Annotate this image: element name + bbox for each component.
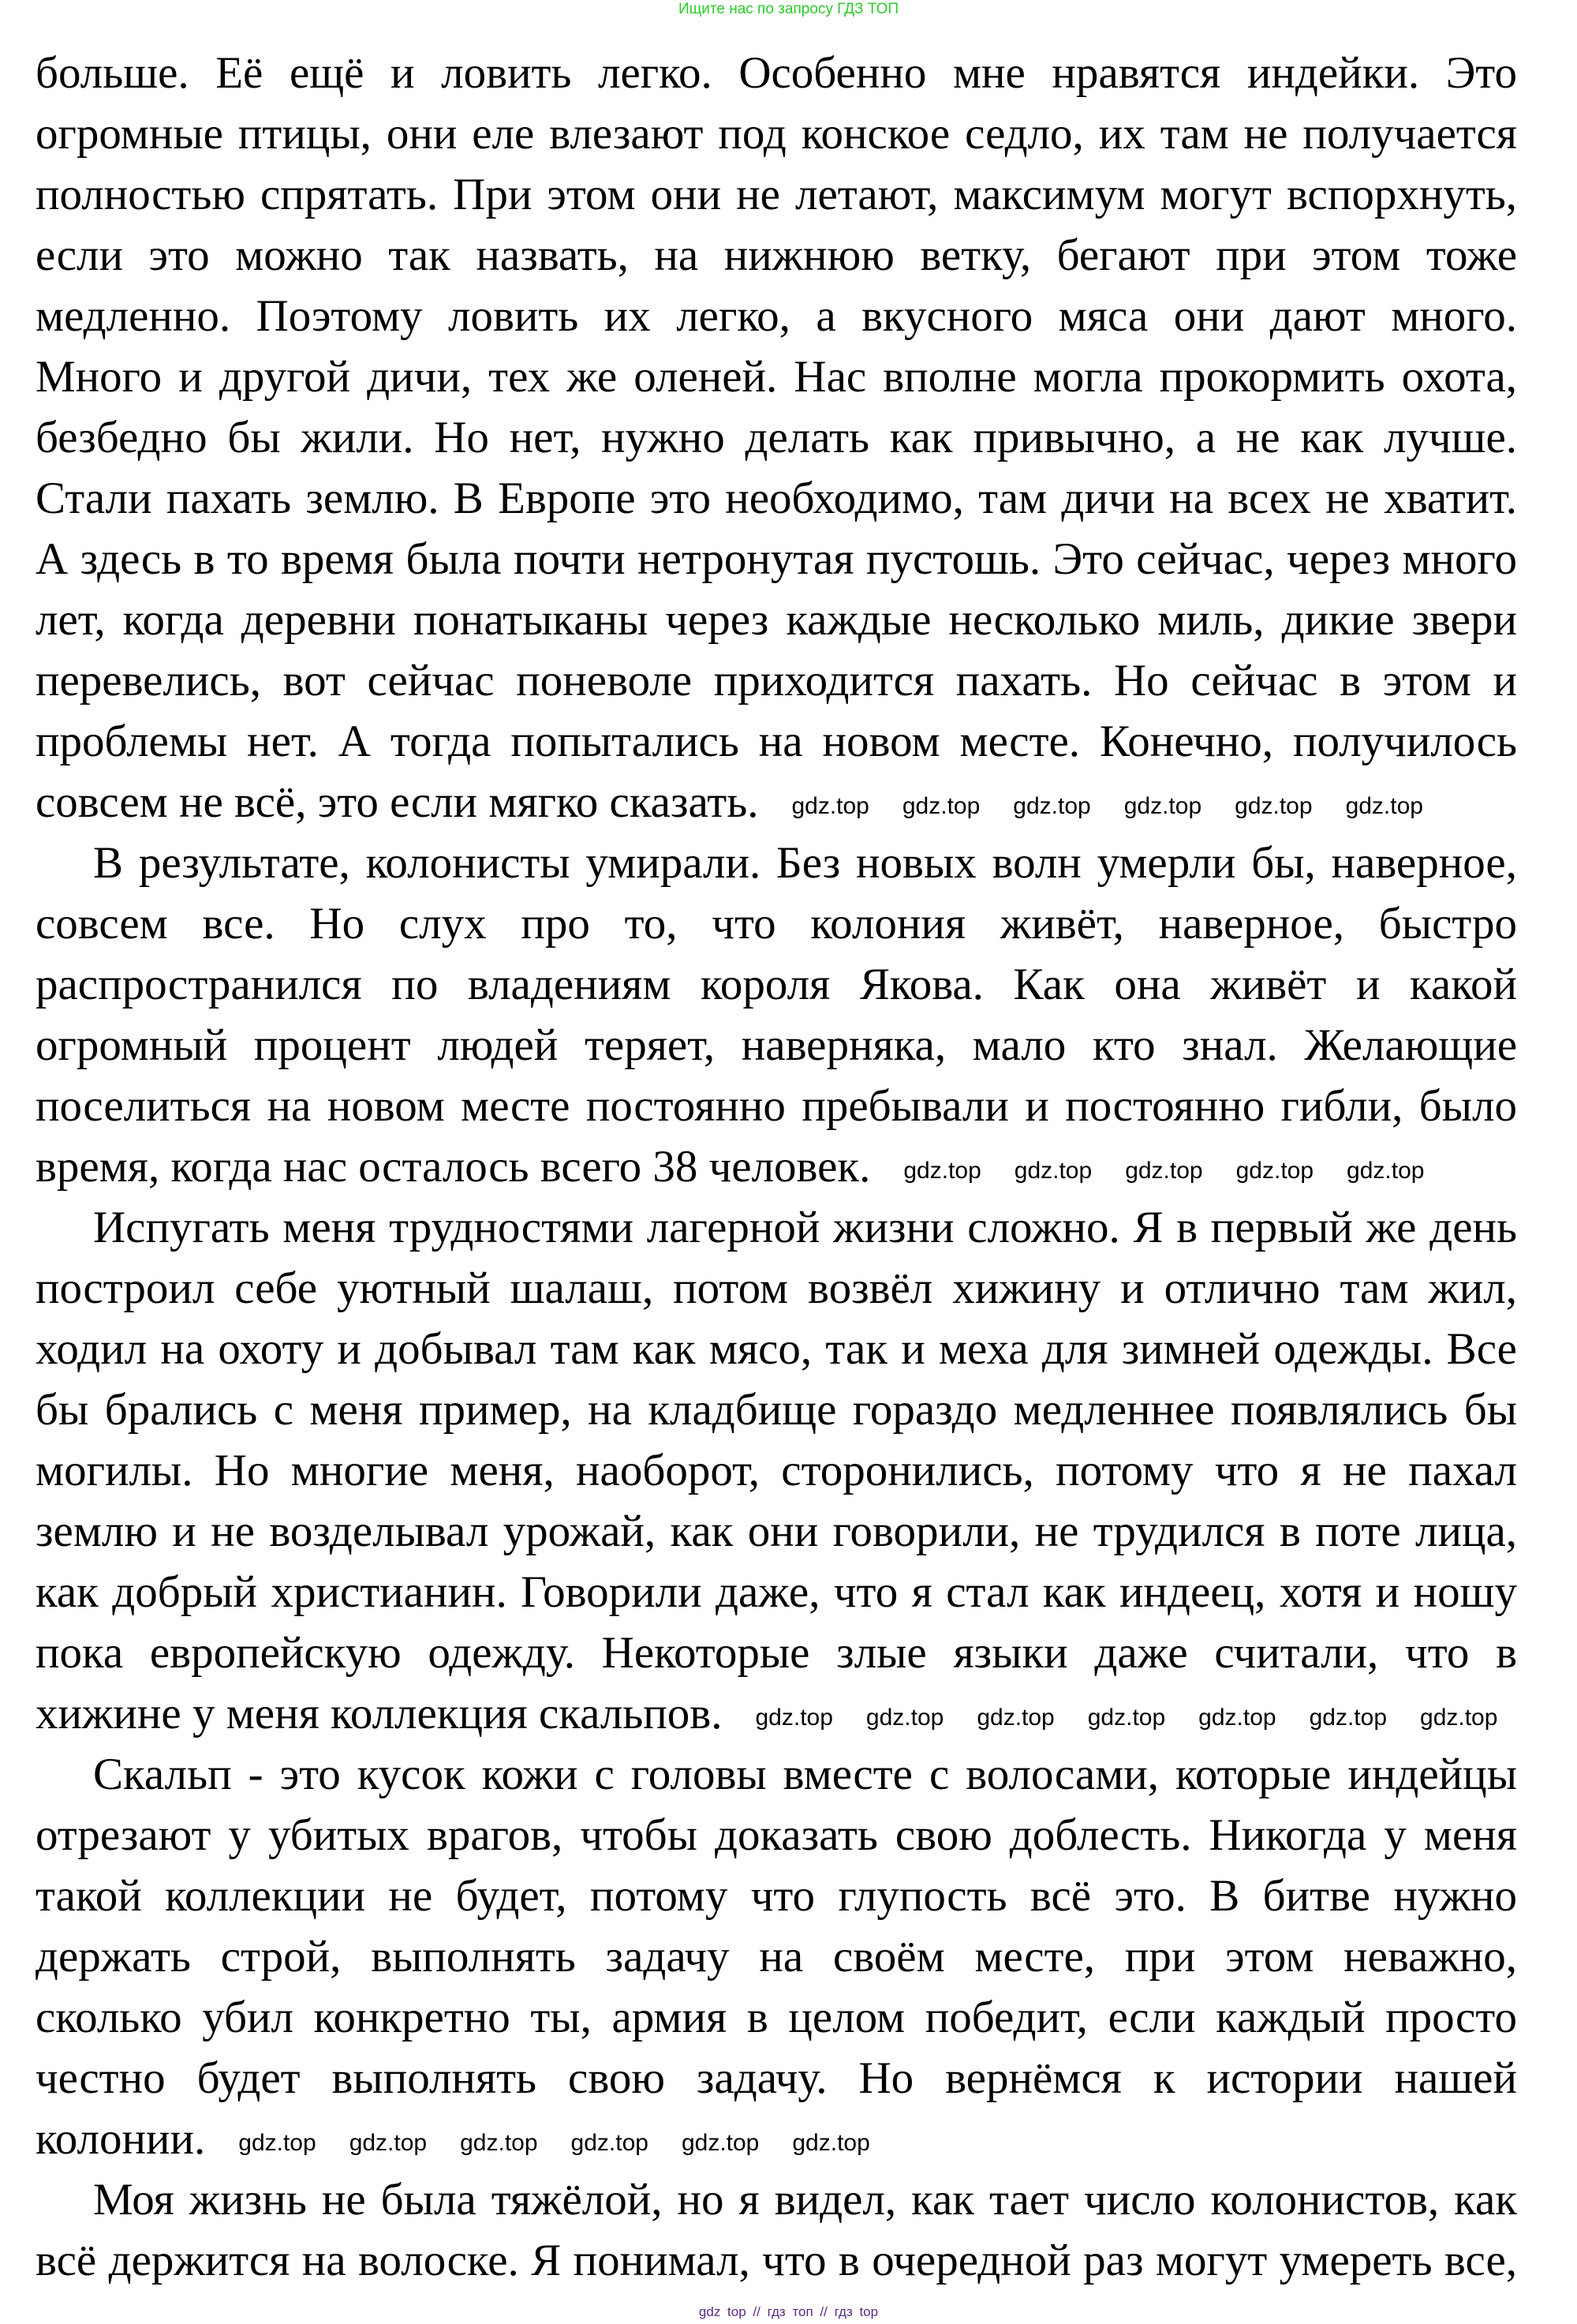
text-line bbox=[36, 1258, 1517, 1319]
text-line-content: полностью спрятать. При этом они не летают, максимум могут вспорхнуть, bbox=[36, 170, 1517, 219]
watermark-gdz-top: gdz.top bbox=[1235, 1157, 1314, 1184]
text-line-content: больше. Её ещё и ловить легко. Особенно мне нравятся индейки. Это bbox=[36, 48, 1517, 98]
text-line bbox=[36, 1076, 1517, 1136]
watermark-gdz-top: gdz.top bbox=[1123, 792, 1202, 819]
text-line-content: такой коллекции не будет, потому что глупость всё это. В битве нужно bbox=[36, 1871, 1517, 1921]
watermark-gdz-top: gdz.top bbox=[1309, 1704, 1388, 1731]
text-line-content: совсем не всё, это если мягко сказать. bbox=[36, 777, 759, 827]
watermark-gdz-top: gdz.top bbox=[570, 2129, 648, 2156]
watermark-gdz-top: gdz.top bbox=[1347, 1157, 1425, 1184]
watermark-gdz-top: gdz.top bbox=[1125, 1157, 1203, 1184]
watermark-gdz-top: gdz.top bbox=[349, 2129, 428, 2156]
text-line-content: совсем все. Но слух про то, что колония живёт, наверное, быстро bbox=[36, 899, 1517, 949]
text-line bbox=[36, 1501, 1517, 1562]
paragraph bbox=[36, 1197, 1517, 1744]
text-line bbox=[36, 1805, 1517, 1866]
text-line bbox=[36, 772, 1517, 833]
text-line bbox=[36, 103, 1517, 164]
watermark-gdz-top: gdz.top bbox=[238, 2129, 316, 2156]
text-line-content: поселиться на новом месте постоянно пребывали и постоянно гибли, было bbox=[36, 1081, 1517, 1131]
text-line-content: всё держится на волоске. Я понимал, что в очередной раз могут умереть все, bbox=[36, 2236, 1517, 2285]
text-line-content: Моя жизнь не была тяжёлой, но я видел, как тает число колонистов, как bbox=[93, 2175, 1517, 2225]
watermark-gdz-top: gdz.top bbox=[1345, 792, 1423, 819]
text-line-content: безбедно бы жили. Но нет, нужно делать как привычно, а не как лучше. bbox=[36, 413, 1517, 462]
text-line-content: честно будет выполнять свою задачу. Но вернёмся к истории нашей bbox=[36, 2053, 1517, 2103]
text-line bbox=[36, 43, 1517, 103]
text-line bbox=[36, 1866, 1517, 1926]
text-line-content: проблемы нет. А тогда попытались на новом месте. Конечно, получилось bbox=[36, 717, 1517, 766]
text-line bbox=[36, 1683, 1517, 1744]
paragraph bbox=[36, 43, 1517, 833]
text-line bbox=[36, 1622, 1517, 1683]
text-line bbox=[36, 468, 1517, 529]
text-line-content: огромный процент людей теряет, наверняка, мало кто знал. Желающие bbox=[36, 1020, 1517, 1070]
text-line bbox=[36, 2230, 1517, 2291]
watermark-gdz-top: gdz.top bbox=[865, 1704, 944, 1731]
text-line bbox=[36, 1319, 1517, 1379]
watermark-gdz-top: gdz.top bbox=[977, 1704, 1055, 1731]
text-line bbox=[36, 1440, 1517, 1501]
paragraph bbox=[36, 833, 1517, 1197]
text-line bbox=[36, 164, 1517, 225]
watermark-gdz-top: gdz.top bbox=[1235, 792, 1313, 819]
text-line bbox=[36, 407, 1517, 468]
text-line-content: отрезают у убитых врагов, чтобы доказать свою доблесть. Никогда у меня bbox=[36, 1810, 1517, 1860]
text-line-content: бы брались с меня пример, на кладбище гораздо медленнее появлялись бы bbox=[36, 1385, 1517, 1435]
text-line-content: Стали пахать землю. В Европе это необходимо, там дичи на всех не хватит. bbox=[36, 473, 1517, 523]
text-line bbox=[36, 1015, 1517, 1076]
text-line-content: построил себе уютный шалаш, потом возвёл хижину и отлично там жил, bbox=[36, 1263, 1517, 1313]
watermark-gdz-top: gdz.top bbox=[902, 792, 981, 819]
text-line bbox=[36, 893, 1517, 954]
text-line-content: перевелись, вот сейчас поневоле приходится пахать. Но сейчас в этом и bbox=[36, 656, 1517, 705]
text-line-content: время, когда нас осталось всего 38 человек. bbox=[36, 1142, 871, 1192]
text-line bbox=[36, 286, 1517, 346]
text-line-content: если это можно так назвать, на нижнюю ветку, бегают при этом тоже bbox=[36, 230, 1517, 280]
text-line-content: Много и другой дичи, тех же оленей. Нас вполне могла прокормить охота, bbox=[36, 352, 1517, 402]
watermark-gdz-top: gdz.top bbox=[903, 1157, 981, 1184]
text-line bbox=[36, 1744, 1517, 1805]
text-line-content: сколько убил конкретно ты, армия в целом победит, если каждый просто bbox=[36, 1993, 1517, 2042]
text-line-content: Испугать меня трудностями лагерной жизни сложно. Я в первый же день bbox=[93, 1203, 1517, 1252]
text-line bbox=[36, 1562, 1517, 1622]
text-line-content: могилы. Но многие меня, наоборот, сторонились, потому что я не пахал bbox=[36, 1446, 1517, 1495]
text-line bbox=[36, 1987, 1517, 2048]
watermark-gdz-top: gdz.top bbox=[791, 792, 869, 819]
text-line bbox=[36, 2169, 1517, 2230]
text-line bbox=[36, 589, 1517, 650]
text-line bbox=[36, 346, 1517, 407]
text-line-content: пока европейскую одежду. Некоторые злые языки даже считали, что в bbox=[36, 1628, 1517, 1678]
watermark-gdz-top: gdz.top bbox=[1087, 1704, 1166, 1731]
text-line-content: лет, когда деревни понатыканы через каждые несколько миль, дикие звери bbox=[36, 595, 1517, 645]
text-line-content: землю и не возделывал урожай, как они говорили, не трудился в поте лица, bbox=[36, 1506, 1517, 1556]
text-line-content: В результате, колонисты умирали. Без новых волн умерли бы, наверное, bbox=[93, 838, 1517, 888]
text-line bbox=[36, 833, 1517, 893]
text-line bbox=[36, 1197, 1517, 1258]
text-line-content: ходил на охоту и добывал там как мясо, так и меха для зимней одежды. Все bbox=[36, 1324, 1517, 1374]
text-line-content: Скальп - это кусок кожи с головы вместе с волосами, которые индейцы bbox=[93, 1750, 1517, 1799]
text-line bbox=[36, 650, 1517, 711]
watermark-gdz-top: gdz.top bbox=[1013, 792, 1091, 819]
text-line-content: распространился по владениям короля Якова. Как она живёт и какой bbox=[36, 960, 1517, 1009]
text-line-content: держать строй, выполнять задачу на своём месте, при этом неважно, bbox=[36, 1932, 1517, 1982]
text-line-content: колонии. bbox=[36, 2114, 206, 2164]
text-line bbox=[36, 1379, 1517, 1440]
footer-watermark: gdz top // гдз топ // гдз top bbox=[698, 2304, 879, 2319]
watermark-gdz-top: gdz.top bbox=[1014, 1157, 1093, 1184]
text-line bbox=[36, 1926, 1517, 1987]
watermark-gdz-top: gdz.top bbox=[1420, 1704, 1498, 1731]
text-line-content: хижине у меня коллекция скальпов. bbox=[36, 1689, 723, 1738]
text-line bbox=[36, 1136, 1517, 1197]
watermark-gdz-top: gdz.top bbox=[792, 2129, 870, 2156]
search-banner: Ищите нас по запросу ГДЗ ТОП bbox=[678, 1, 899, 17]
text-line bbox=[36, 954, 1517, 1015]
document-body bbox=[36, 43, 1517, 2291]
text-line bbox=[36, 225, 1517, 286]
text-line bbox=[36, 711, 1517, 772]
text-line-content: А здесь в то время была почти нетронутая пустошь. Это сейчас, через много bbox=[36, 534, 1517, 584]
watermark-gdz-top: gdz.top bbox=[1198, 1704, 1276, 1731]
text-line bbox=[36, 2109, 1517, 2169]
paragraph bbox=[36, 2169, 1517, 2291]
text-line-content: медленно. Поэтому ловить их легко, а вкусного мяса они дают много. bbox=[36, 291, 1517, 341]
watermark-gdz-top: gdz.top bbox=[460, 2129, 538, 2156]
watermark-gdz-top: gdz.top bbox=[681, 2129, 760, 2156]
text-line bbox=[36, 2048, 1517, 2109]
text-line bbox=[36, 529, 1517, 589]
text-line-content: как добрый христианин. Говорили даже, что я стал как индеец, хотя и ношу bbox=[36, 1567, 1517, 1617]
watermark-gdz-top: gdz.top bbox=[755, 1704, 833, 1731]
paragraph bbox=[36, 1744, 1517, 2169]
text-line-content: огромные птицы, они еле влезают под конское седло, их там не получается bbox=[36, 109, 1517, 159]
